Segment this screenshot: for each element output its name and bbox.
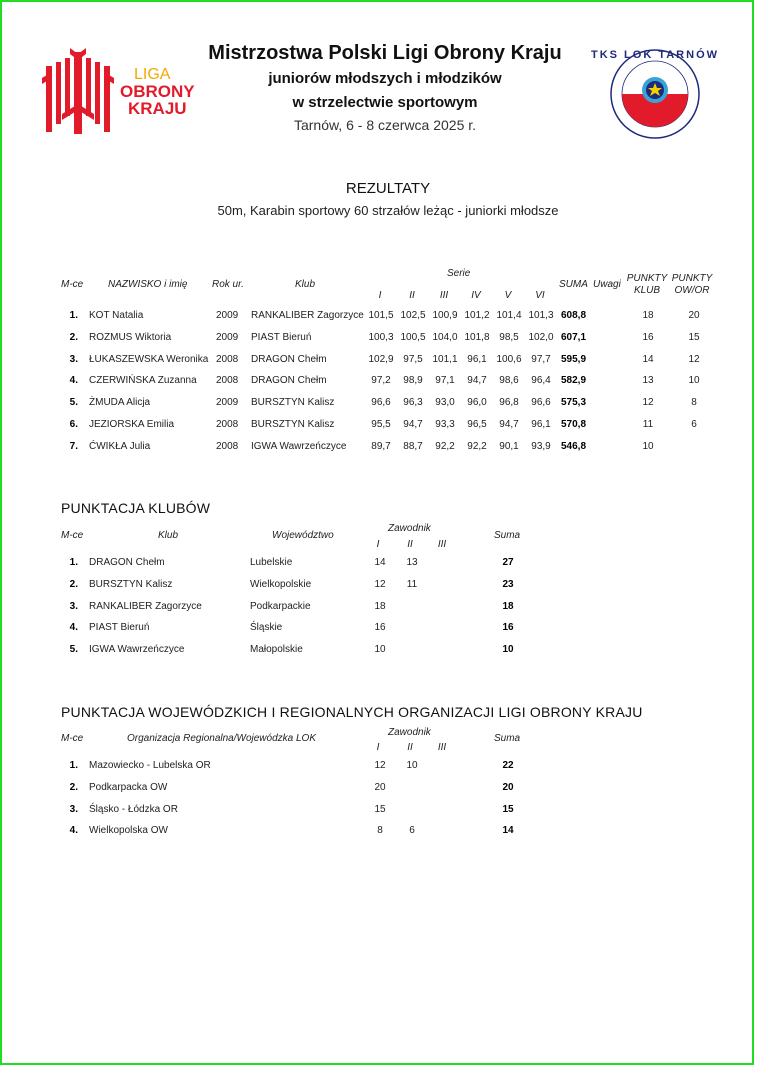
row-competitor-2: 10 [406, 760, 418, 771]
row-serie-6: 96,1 [531, 419, 551, 430]
row-serie-1: 102,9 [368, 353, 394, 365]
row-year: 2008 [216, 419, 239, 430]
row-serie-4: 101,8 [464, 331, 490, 343]
row-sum: 10 [502, 644, 514, 656]
row-club: DRAGON Chełm [251, 353, 327, 365]
row-serie-3: 104,0 [432, 331, 458, 343]
row-sum: 570,8 [561, 419, 587, 430]
lok-logo-kraju: KRAJU [128, 99, 187, 118]
page-title: Mistrzostwa Polski Ligi Obrony Kraju [208, 42, 562, 64]
row-points-club: 14 [642, 353, 654, 365]
page-subtitle-1: juniorów młodszych i młodzików [268, 70, 502, 87]
row-place: 2. [69, 578, 78, 590]
clubs-col-place: M-ce [61, 530, 84, 541]
row-sum: 23 [502, 578, 514, 590]
row-club: RANKALIBER Zagorzyce [89, 600, 202, 612]
row-sum: 22 [502, 760, 514, 771]
row-name: ĆWIKŁA Julia [89, 440, 151, 452]
row-sum: 546,8 [561, 440, 587, 452]
clubs-col-club: Klub [158, 530, 179, 541]
row-org: Mazowiecko - Lubelska OR [89, 760, 211, 771]
clubs-col-iii: III [437, 539, 447, 550]
row-place: 4. [69, 825, 78, 837]
row-sum: 15 [502, 803, 514, 815]
row-competitor-2: 11 [406, 578, 418, 590]
row-serie-6: 102,0 [528, 331, 554, 343]
row-place: 2. [69, 781, 78, 793]
row-place: 1. [69, 760, 78, 771]
row-place: 6. [69, 419, 78, 430]
row-place: 1. [69, 557, 78, 568]
row-points-ow: 12 [688, 353, 700, 365]
row-org: Wielkopolska OW [89, 825, 168, 837]
row-serie-2: 88,7 [403, 440, 423, 452]
row-serie-2: 98,9 [403, 375, 423, 387]
row-serie-4: 96,5 [467, 419, 487, 430]
row-serie-1: 101,5 [368, 310, 394, 321]
col-serie: Serie [447, 268, 471, 279]
row-club: DRAGON Chełm [251, 375, 327, 387]
target-emblem-icon [590, 48, 720, 140]
row-place: 3. [69, 803, 78, 815]
row-points-ow: 10 [688, 375, 700, 387]
orgs-col-competitor: Zawodnik [388, 727, 431, 738]
orgs-col-sum: Suma [494, 733, 521, 744]
row-region: Śląskie [250, 622, 283, 634]
clubs-col-region: Województwo [272, 530, 334, 541]
row-competitor-2: 6 [409, 825, 415, 837]
lok-logo-obrony: OBRONY [120, 82, 195, 101]
row-points-ow: 20 [688, 310, 700, 321]
row-serie-1: 89,7 [371, 440, 391, 452]
row-year: 2009 [216, 397, 239, 409]
row-sum: 595,9 [561, 353, 587, 365]
row-club: IGWA Wawrzeńczyce [251, 440, 347, 452]
row-club: BURSZTYN Kalisz [89, 578, 173, 590]
row-serie-2: 97,5 [403, 353, 423, 365]
col-pts-club: PUNKTY KLUB [626, 273, 668, 296]
row-points-ow: 15 [688, 331, 700, 343]
orgs-col-i: I [376, 742, 380, 753]
row-serie-4: 92,2 [467, 440, 487, 452]
row-name: CZERWIŃSKA Zuzanna [89, 375, 197, 387]
row-year: 2008 [216, 353, 239, 365]
row-place: 2. [69, 331, 78, 343]
row-serie-6: 97,7 [531, 353, 551, 365]
row-club: RANKALIBER Zagorzyce [251, 310, 364, 321]
tks-logo-text: TKS LOK TARNÓW [590, 49, 720, 61]
row-serie-4: 96,0 [467, 397, 487, 409]
row-region: Małopolskie [250, 644, 303, 656]
row-competitor-1: 18 [374, 600, 386, 612]
row-competitor-2: 13 [406, 557, 418, 568]
row-club: PIAST Bieruń [251, 331, 312, 343]
row-serie-1: 96,6 [371, 397, 391, 409]
clubs-col-i: I [376, 539, 380, 550]
row-region: Wielkopolskie [250, 578, 312, 590]
row-serie-6: 96,6 [531, 397, 551, 409]
row-sum: 582,9 [561, 375, 587, 387]
results-heading: REZULTATY [345, 180, 431, 197]
clubs-col-competitor: Zawodnik [388, 523, 431, 534]
col-club: Klub [295, 279, 316, 290]
row-name: ŻMUDA Alicja [89, 397, 151, 409]
row-competitor-1: 12 [374, 760, 386, 771]
row-year: 2008 [216, 375, 239, 387]
row-sum: 608,8 [561, 310, 587, 321]
col-serie-vi: VI [535, 290, 545, 301]
orgs-heading: PUNKTACJA WOJEWÓDZKICH I REGIONALNYCH ORGANIZACJI LIGI OBRONY KRAJU [61, 704, 643, 720]
row-place: 5. [69, 644, 78, 656]
col-year: Rok ur. [212, 279, 244, 290]
row-points-club: 10 [642, 440, 654, 452]
col-serie-i: I [378, 290, 382, 301]
row-place: 5. [69, 397, 78, 409]
row-serie-5: 98,6 [499, 375, 519, 387]
eagle-emblem-icon [42, 48, 114, 138]
row-serie-4: 96,1 [467, 353, 487, 365]
row-year: 2009 [216, 331, 239, 343]
row-sum: 575,3 [561, 397, 587, 409]
row-place: 7. [69, 440, 78, 452]
row-sum: 16 [502, 622, 514, 634]
col-pts-ow: PUNKTY OW/OR [671, 273, 713, 296]
row-serie-5: 101,4 [496, 310, 522, 321]
row-sum: 18 [502, 600, 514, 612]
row-serie-3: 101,1 [432, 353, 458, 365]
row-club: DRAGON Chełm [89, 557, 165, 568]
row-competitor-1: 10 [374, 644, 386, 656]
row-year: 2009 [216, 310, 239, 321]
row-place: 3. [69, 600, 78, 612]
row-points-ow: 8 [691, 397, 697, 409]
col-notes: Uwagi [593, 279, 621, 290]
orgs-col-iii: III [437, 742, 447, 753]
row-name: ROZMUS Wiktoria [89, 331, 172, 343]
row-serie-2: 94,7 [403, 419, 423, 430]
col-serie-iv: IV [471, 290, 481, 301]
row-competitor-1: 12 [374, 578, 386, 590]
row-region: Podkarpackie [250, 600, 311, 612]
row-points-club: 12 [642, 397, 654, 409]
row-serie-6: 96,4 [531, 375, 551, 387]
row-points-ow: 6 [691, 419, 697, 430]
row-serie-5: 94,7 [499, 419, 519, 430]
row-club: BURSZTYN Kalisz [251, 419, 335, 430]
row-place: 4. [69, 375, 78, 387]
row-club: BURSZTYN Kalisz [251, 397, 335, 409]
row-year: 2008 [216, 440, 239, 452]
row-serie-5: 98,5 [499, 331, 519, 343]
col-serie-iii: III [439, 290, 449, 301]
clubs-col-ii: II [407, 539, 413, 550]
clubs-col-sum: Suma [494, 530, 521, 541]
row-points-club: 13 [642, 375, 654, 387]
row-serie-6: 93,9 [531, 440, 551, 452]
row-serie-3: 93,0 [435, 397, 455, 409]
row-serie-3: 93,3 [435, 419, 455, 430]
col-serie-v: V [504, 290, 512, 301]
row-competitor-1: 14 [374, 557, 386, 568]
row-region: Lubelskie [250, 557, 293, 568]
row-serie-4: 101,2 [464, 310, 490, 321]
row-serie-2: 96,3 [403, 397, 423, 409]
row-serie-5: 96,8 [499, 397, 519, 409]
row-competitor-1: 15 [374, 803, 386, 815]
row-serie-3: 100,9 [432, 310, 458, 321]
row-serie-4: 94,7 [467, 375, 487, 387]
row-serie-2: 102,5 [400, 310, 426, 321]
col-serie-ii: II [409, 290, 415, 301]
row-serie-3: 97,1 [435, 375, 455, 387]
row-serie-6: 101,3 [528, 310, 554, 321]
row-serie-3: 92,2 [435, 440, 455, 452]
row-sum: 20 [502, 781, 514, 793]
row-competitor-1: 16 [374, 622, 386, 634]
orgs-col-ii: II [407, 742, 413, 753]
row-competitor-1: 8 [377, 825, 383, 837]
row-points-club: 11 [642, 419, 654, 430]
row-serie-5: 100,6 [496, 353, 522, 365]
row-org: Śląsko - Łódzka OR [89, 803, 178, 815]
page-subtitle-2: w strzelectwie sportowym [292, 94, 478, 111]
row-competitor-1: 20 [374, 781, 386, 793]
row-name: KOT Natalia [89, 310, 144, 321]
row-points-club: 16 [642, 331, 654, 343]
col-place: M-ce [61, 279, 84, 290]
row-serie-1: 100,3 [368, 331, 394, 343]
clubs-heading: PUNKTACJA KLUBÓW [61, 500, 211, 516]
tks-logo [590, 48, 720, 140]
row-serie-1: 97,2 [371, 375, 391, 387]
row-points-club: 18 [642, 310, 654, 321]
results-subheading: 50m, Karabin sportowy 60 strzałów leżąc - juniorki młodsze [217, 203, 559, 218]
row-serie-2: 100,5 [400, 331, 426, 343]
orgs-col-org: Organizacja Regionalna/Wojewódzka LOK [127, 733, 316, 744]
row-club: PIAST Bieruń [89, 622, 150, 634]
place-date: Tarnów, 6 - 8 czerwca 2025 r. [293, 117, 477, 133]
row-sum: 27 [502, 557, 514, 568]
col-sum: SUMA [559, 279, 588, 290]
row-sum: 14 [502, 825, 514, 837]
row-place: 1. [69, 310, 78, 321]
row-club: IGWA Wawrzeńczyce [89, 644, 185, 656]
orgs-col-place: M-ce [61, 733, 84, 744]
col-name: NAZWISKO i imię [108, 279, 188, 290]
row-name: ŁUKASZEWSKA Weronika [89, 353, 209, 365]
row-name: JEZIORSKA Emilia [89, 419, 175, 430]
row-serie-5: 90,1 [499, 440, 519, 452]
lok-logo-liga: LIGA [134, 66, 171, 83]
row-place: 4. [69, 622, 78, 634]
row-sum: 607,1 [561, 331, 587, 343]
row-place: 3. [69, 353, 78, 365]
row-org: Podkarpacka OW [89, 781, 168, 793]
row-serie-1: 95,5 [371, 419, 391, 430]
